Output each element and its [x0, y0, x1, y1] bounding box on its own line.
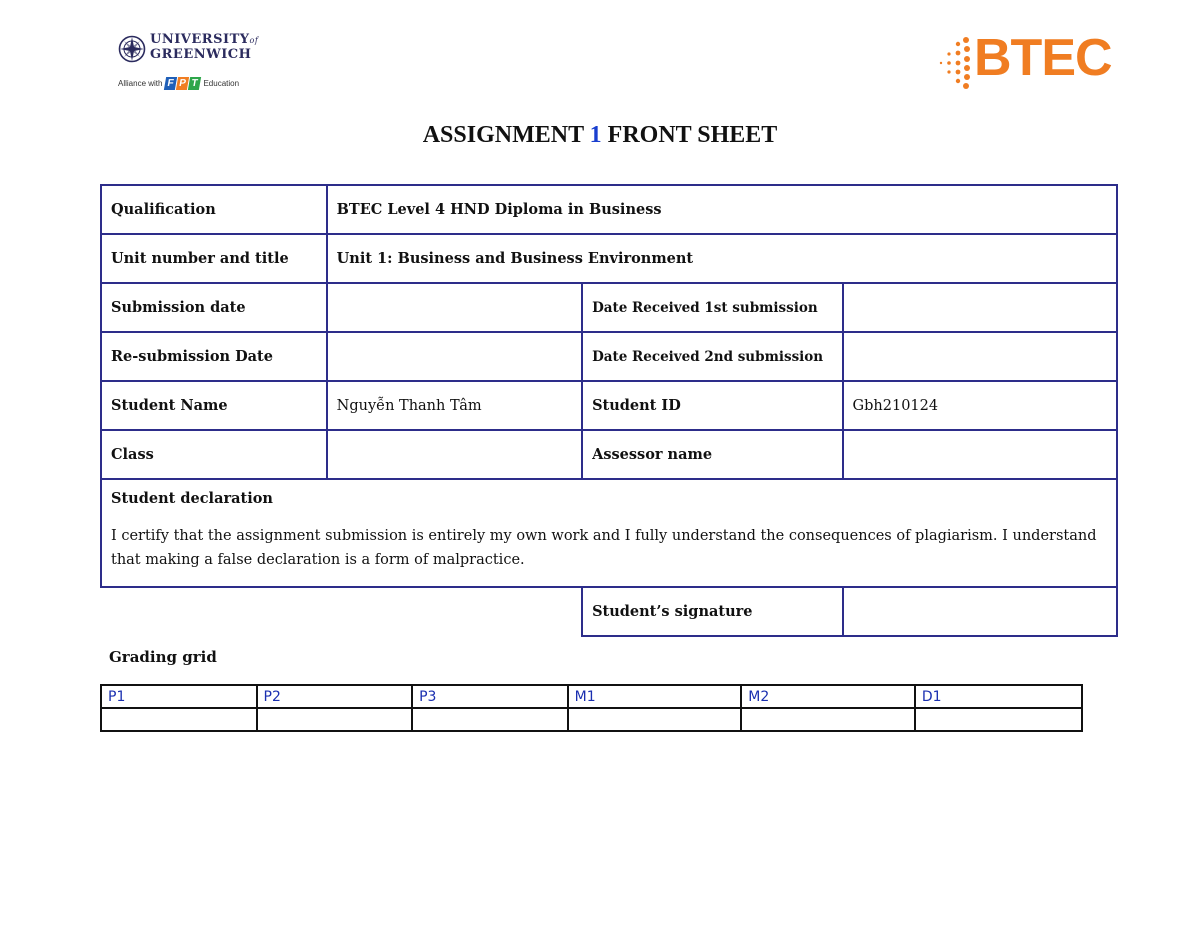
grade-cell-m1[interactable]: [568, 708, 742, 731]
grading-header-row: [101, 685, 1082, 708]
unit-label: Unit number and title: [101, 234, 327, 283]
qualification-label: Qualification: [101, 185, 327, 234]
grading-grid-table: [100, 684, 1083, 732]
grade-header-p1: P1: [101, 685, 257, 708]
class-field[interactable]: [327, 430, 582, 479]
btec-dots-icon: [936, 34, 976, 92]
grade-cell-m2[interactable]: [741, 708, 915, 731]
fpt-logo: F P T: [165, 77, 200, 90]
date-received-1-label: Date Received 1st submission: [582, 283, 842, 332]
class-label: Class: [101, 430, 327, 479]
grade-cell-p3[interactable]: [412, 708, 568, 731]
date-received-1-field[interactable]: [843, 283, 1117, 332]
grade-header-p3: P3: [412, 685, 568, 708]
grade-cell-p2[interactable]: [257, 708, 413, 731]
unit-value: Unit 1: Business and Business Environment: [327, 234, 1117, 283]
unit-row: [101, 234, 1117, 283]
grade-cell-p1[interactable]: [101, 708, 257, 731]
student-id-label: Student ID: [582, 381, 842, 430]
grading-grid-label: Grading grid: [109, 648, 217, 666]
grade-header-m1: M1: [568, 685, 742, 708]
alliance-line: Alliance with F P T Education: [118, 78, 240, 89]
declaration-row: [101, 479, 1117, 587]
university-logo: [118, 32, 259, 95]
student-row: [101, 381, 1117, 430]
grade-header-p2: P2: [257, 685, 413, 708]
student-name-field[interactable]: Nguyễn Thanh Tâm: [327, 381, 582, 430]
submission-date-field[interactable]: [327, 283, 582, 332]
btec-wordmark: BTEC: [974, 29, 1112, 87]
btec-logo: [936, 29, 1121, 92]
signature-label: Student’s signature: [582, 587, 842, 636]
page-title: ASSIGNMENT 1 FRONT SHEET: [422, 122, 778, 148]
date-received-2-label: Date Received 2nd submission: [582, 332, 842, 381]
resubmission-date-field[interactable]: [327, 332, 582, 381]
student-declaration: [101, 479, 1117, 587]
student-name-label: Student Name: [101, 381, 327, 430]
submission-row: [101, 283, 1117, 332]
signature-spacer: [101, 587, 582, 636]
assessor-name-field[interactable]: [843, 430, 1117, 479]
front-sheet-table: [100, 184, 1118, 637]
signature-row: [101, 587, 1117, 636]
compass-crest-icon: [118, 35, 146, 63]
submission-date-label: Submission date: [101, 283, 327, 332]
qualification-row: [101, 185, 1117, 234]
qualification-value: BTEC Level 4 HND Diploma in Business: [327, 185, 1117, 234]
grading-value-row: [101, 708, 1082, 731]
date-received-2-field[interactable]: [843, 332, 1117, 381]
university-wordmark: UNIVERSITYof GREENWICH: [150, 32, 259, 62]
grade-header-d1: D1: [915, 685, 1082, 708]
grade-cell-d1[interactable]: [915, 708, 1082, 731]
student-id-field[interactable]: Gbh210124: [843, 381, 1117, 430]
assessor-name-label: Assessor name: [582, 430, 842, 479]
grade-header-m2: M2: [741, 685, 915, 708]
resubmission-row: [101, 332, 1117, 381]
declaration-title: Student declaration: [111, 490, 273, 507]
signature-field[interactable]: [843, 587, 1117, 636]
resubmission-date-label: Re-submission Date: [101, 332, 327, 381]
class-row: [101, 430, 1117, 479]
declaration-text: I certify that the assignment submission is entirely my own work and I fully understand the consequences of plagiarism. I understand that making a false declaration is a form of malpractice.: [111, 528, 1097, 568]
